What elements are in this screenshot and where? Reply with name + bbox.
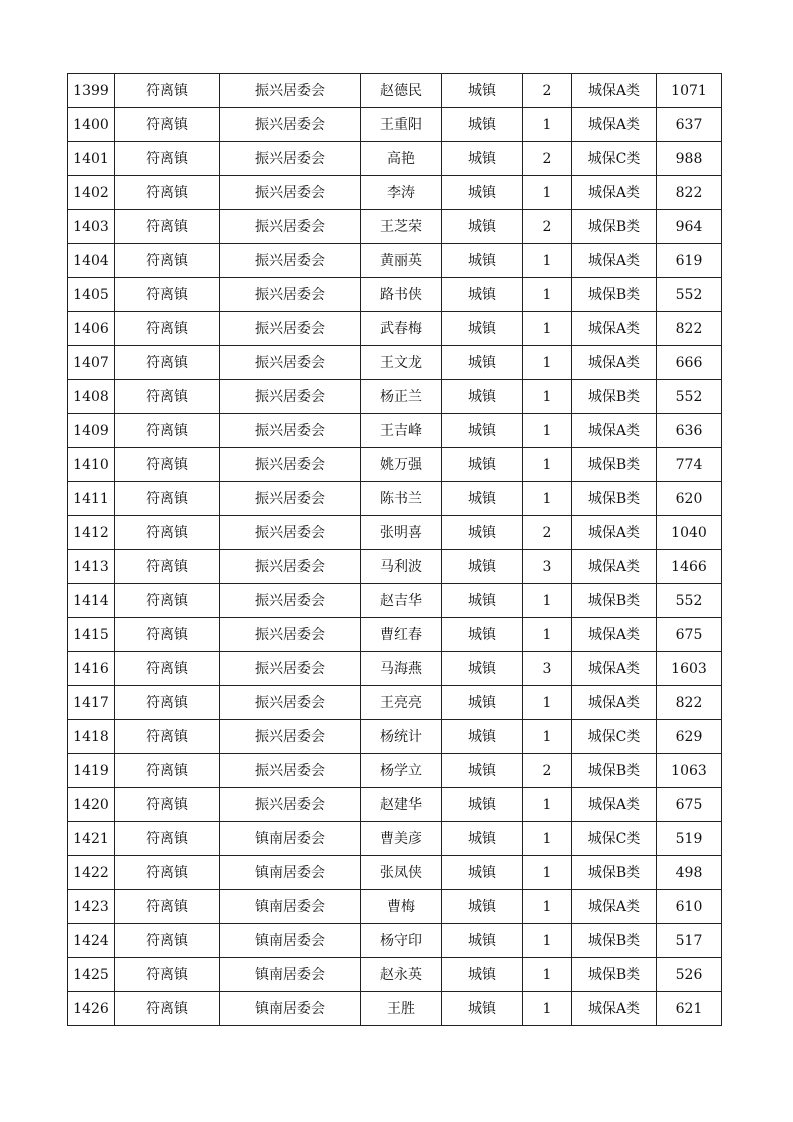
cell-community: 振兴居委会 bbox=[220, 380, 361, 414]
cell-town: 符离镇 bbox=[115, 346, 220, 380]
cell-amount: 666 bbox=[657, 346, 722, 380]
table-row bbox=[68, 176, 722, 210]
cell-count: 2 bbox=[523, 516, 572, 550]
table-row bbox=[68, 754, 722, 788]
cell-town: 符离镇 bbox=[115, 244, 220, 278]
cell-area: 城镇 bbox=[442, 584, 523, 618]
cell-no: 1420 bbox=[68, 788, 115, 822]
cell-area: 城镇 bbox=[442, 244, 523, 278]
table-row bbox=[68, 414, 722, 448]
cell-category: 城保C类 bbox=[572, 720, 657, 754]
cell-community: 振兴居委会 bbox=[220, 210, 361, 244]
cell-count: 1 bbox=[523, 584, 572, 618]
cell-no: 1400 bbox=[68, 108, 115, 142]
cell-town: 符离镇 bbox=[115, 924, 220, 958]
cell-community: 振兴居委会 bbox=[220, 550, 361, 584]
table-row bbox=[68, 788, 722, 822]
cell-name: 杨守印 bbox=[361, 924, 442, 958]
cell-name: 王文龙 bbox=[361, 346, 442, 380]
cell-count: 1 bbox=[523, 380, 572, 414]
cell-community: 振兴居委会 bbox=[220, 720, 361, 754]
table-row bbox=[68, 992, 722, 1026]
cell-no: 1417 bbox=[68, 686, 115, 720]
cell-community: 振兴居委会 bbox=[220, 176, 361, 210]
cell-no: 1421 bbox=[68, 822, 115, 856]
cell-area: 城镇 bbox=[442, 618, 523, 652]
table-row bbox=[68, 278, 722, 312]
cell-area: 城镇 bbox=[442, 890, 523, 924]
cell-count: 1 bbox=[523, 448, 572, 482]
cell-area: 城镇 bbox=[442, 482, 523, 516]
cell-area: 城镇 bbox=[442, 958, 523, 992]
cell-town: 符离镇 bbox=[115, 108, 220, 142]
cell-area: 城镇 bbox=[442, 754, 523, 788]
cell-no: 1408 bbox=[68, 380, 115, 414]
cell-name: 曹梅 bbox=[361, 890, 442, 924]
table-row bbox=[68, 958, 722, 992]
cell-community: 镇南居委会 bbox=[220, 958, 361, 992]
cell-area: 城镇 bbox=[442, 74, 523, 108]
cell-amount: 552 bbox=[657, 278, 722, 312]
cell-community: 振兴居委会 bbox=[220, 142, 361, 176]
cell-name: 杨学立 bbox=[361, 754, 442, 788]
cell-town: 符离镇 bbox=[115, 312, 220, 346]
table-row bbox=[68, 924, 722, 958]
cell-town: 符离镇 bbox=[115, 278, 220, 312]
cell-amount: 517 bbox=[657, 924, 722, 958]
cell-amount: 964 bbox=[657, 210, 722, 244]
cell-name: 姚万强 bbox=[361, 448, 442, 482]
cell-area: 城镇 bbox=[442, 992, 523, 1026]
cell-no: 1412 bbox=[68, 516, 115, 550]
cell-community: 振兴居委会 bbox=[220, 516, 361, 550]
cell-area: 城镇 bbox=[442, 380, 523, 414]
cell-town: 符离镇 bbox=[115, 788, 220, 822]
cell-no: 1415 bbox=[68, 618, 115, 652]
cell-area: 城镇 bbox=[442, 924, 523, 958]
cell-amount: 822 bbox=[657, 176, 722, 210]
cell-count: 1 bbox=[523, 720, 572, 754]
cell-name: 曹美彦 bbox=[361, 822, 442, 856]
cell-community: 振兴居委会 bbox=[220, 74, 361, 108]
cell-town: 符离镇 bbox=[115, 652, 220, 686]
cell-name: 王胜 bbox=[361, 992, 442, 1026]
cell-count: 1 bbox=[523, 788, 572, 822]
cell-town: 符离镇 bbox=[115, 958, 220, 992]
cell-name: 赵建华 bbox=[361, 788, 442, 822]
cell-town: 符离镇 bbox=[115, 584, 220, 618]
cell-category: 城保A类 bbox=[572, 74, 657, 108]
cell-amount: 1040 bbox=[657, 516, 722, 550]
cell-town: 符离镇 bbox=[115, 142, 220, 176]
cell-town: 符离镇 bbox=[115, 448, 220, 482]
cell-community: 振兴居委会 bbox=[220, 686, 361, 720]
cell-count: 1 bbox=[523, 890, 572, 924]
table-row bbox=[68, 516, 722, 550]
cell-no: 1419 bbox=[68, 754, 115, 788]
cell-name: 曹红春 bbox=[361, 618, 442, 652]
cell-name: 王重阳 bbox=[361, 108, 442, 142]
cell-category: 城保A类 bbox=[572, 618, 657, 652]
cell-area: 城镇 bbox=[442, 652, 523, 686]
cell-name: 杨统计 bbox=[361, 720, 442, 754]
cell-no: 1401 bbox=[68, 142, 115, 176]
cell-amount: 629 bbox=[657, 720, 722, 754]
cell-town: 符离镇 bbox=[115, 992, 220, 1026]
cell-amount: 498 bbox=[657, 856, 722, 890]
table-row bbox=[68, 550, 722, 584]
cell-community: 镇南居委会 bbox=[220, 992, 361, 1026]
cell-category: 城保A类 bbox=[572, 244, 657, 278]
cell-name: 杨正兰 bbox=[361, 380, 442, 414]
cell-community: 镇南居委会 bbox=[220, 890, 361, 924]
cell-amount: 675 bbox=[657, 618, 722, 652]
cell-community: 振兴居委会 bbox=[220, 414, 361, 448]
cell-amount: 552 bbox=[657, 380, 722, 414]
cell-area: 城镇 bbox=[442, 856, 523, 890]
table-row bbox=[68, 312, 722, 346]
cell-name: 王亮亮 bbox=[361, 686, 442, 720]
cell-count: 1 bbox=[523, 346, 572, 380]
cell-amount: 1071 bbox=[657, 74, 722, 108]
cell-area: 城镇 bbox=[442, 278, 523, 312]
cell-no: 1399 bbox=[68, 74, 115, 108]
cell-amount: 988 bbox=[657, 142, 722, 176]
cell-amount: 1466 bbox=[657, 550, 722, 584]
cell-category: 城保C类 bbox=[572, 142, 657, 176]
cell-category: 城保A类 bbox=[572, 890, 657, 924]
cell-name: 赵永英 bbox=[361, 958, 442, 992]
cell-name: 李涛 bbox=[361, 176, 442, 210]
cell-category: 城保B类 bbox=[572, 958, 657, 992]
cell-no: 1424 bbox=[68, 924, 115, 958]
cell-amount: 636 bbox=[657, 414, 722, 448]
cell-community: 振兴居委会 bbox=[220, 482, 361, 516]
table-row bbox=[68, 584, 722, 618]
cell-no: 1403 bbox=[68, 210, 115, 244]
assistance-table bbox=[67, 73, 722, 1026]
table-row bbox=[68, 210, 722, 244]
cell-count: 1 bbox=[523, 414, 572, 448]
table-row bbox=[68, 686, 722, 720]
cell-no: 1410 bbox=[68, 448, 115, 482]
cell-area: 城镇 bbox=[442, 176, 523, 210]
cell-amount: 774 bbox=[657, 448, 722, 482]
cell-area: 城镇 bbox=[442, 142, 523, 176]
cell-category: 城保A类 bbox=[572, 312, 657, 346]
table-row bbox=[68, 142, 722, 176]
cell-no: 1414 bbox=[68, 584, 115, 618]
cell-amount: 1603 bbox=[657, 652, 722, 686]
table-row bbox=[68, 380, 722, 414]
cell-no: 1407 bbox=[68, 346, 115, 380]
cell-town: 符离镇 bbox=[115, 720, 220, 754]
cell-amount: 619 bbox=[657, 244, 722, 278]
cell-count: 1 bbox=[523, 924, 572, 958]
cell-area: 城镇 bbox=[442, 414, 523, 448]
cell-area: 城镇 bbox=[442, 788, 523, 822]
cell-category: 城保A类 bbox=[572, 414, 657, 448]
cell-count: 1 bbox=[523, 958, 572, 992]
cell-category: 城保A类 bbox=[572, 652, 657, 686]
cell-town: 符离镇 bbox=[115, 890, 220, 924]
cell-category: 城保A类 bbox=[572, 550, 657, 584]
cell-count: 1 bbox=[523, 822, 572, 856]
cell-community: 振兴居委会 bbox=[220, 652, 361, 686]
table-row bbox=[68, 482, 722, 516]
cell-amount: 637 bbox=[657, 108, 722, 142]
cell-name: 武春梅 bbox=[361, 312, 442, 346]
table-row bbox=[68, 856, 722, 890]
cell-area: 城镇 bbox=[442, 686, 523, 720]
cell-name: 赵吉华 bbox=[361, 584, 442, 618]
cell-category: 城保B类 bbox=[572, 210, 657, 244]
cell-town: 符离镇 bbox=[115, 176, 220, 210]
cell-area: 城镇 bbox=[442, 822, 523, 856]
cell-community: 振兴居委会 bbox=[220, 448, 361, 482]
cell-community: 振兴居委会 bbox=[220, 618, 361, 652]
cell-town: 符离镇 bbox=[115, 618, 220, 652]
cell-area: 城镇 bbox=[442, 108, 523, 142]
cell-no: 1413 bbox=[68, 550, 115, 584]
cell-category: 城保B类 bbox=[572, 482, 657, 516]
cell-town: 符离镇 bbox=[115, 414, 220, 448]
cell-town: 符离镇 bbox=[115, 516, 220, 550]
cell-town: 符离镇 bbox=[115, 754, 220, 788]
table-row bbox=[68, 346, 722, 380]
cell-amount: 822 bbox=[657, 312, 722, 346]
cell-name: 马利波 bbox=[361, 550, 442, 584]
cell-count: 2 bbox=[523, 210, 572, 244]
cell-no: 1425 bbox=[68, 958, 115, 992]
cell-town: 符离镇 bbox=[115, 856, 220, 890]
cell-town: 符离镇 bbox=[115, 686, 220, 720]
table-row bbox=[68, 652, 722, 686]
cell-category: 城保C类 bbox=[572, 822, 657, 856]
table-row bbox=[68, 244, 722, 278]
cell-count: 1 bbox=[523, 176, 572, 210]
cell-count: 1 bbox=[523, 482, 572, 516]
cell-no: 1418 bbox=[68, 720, 115, 754]
cell-area: 城镇 bbox=[442, 720, 523, 754]
cell-area: 城镇 bbox=[442, 346, 523, 380]
cell-amount: 552 bbox=[657, 584, 722, 618]
cell-community: 振兴居委会 bbox=[220, 108, 361, 142]
cell-count: 1 bbox=[523, 278, 572, 312]
cell-count: 1 bbox=[523, 244, 572, 278]
cell-category: 城保B类 bbox=[572, 278, 657, 312]
cell-name: 张凤侠 bbox=[361, 856, 442, 890]
cell-name: 张明喜 bbox=[361, 516, 442, 550]
cell-count: 3 bbox=[523, 652, 572, 686]
cell-area: 城镇 bbox=[442, 210, 523, 244]
cell-community: 振兴居委会 bbox=[220, 312, 361, 346]
cell-no: 1423 bbox=[68, 890, 115, 924]
cell-amount: 620 bbox=[657, 482, 722, 516]
cell-category: 城保B类 bbox=[572, 924, 657, 958]
table-row bbox=[68, 448, 722, 482]
cell-category: 城保B类 bbox=[572, 754, 657, 788]
cell-amount: 675 bbox=[657, 788, 722, 822]
cell-count: 3 bbox=[523, 550, 572, 584]
cell-no: 1411 bbox=[68, 482, 115, 516]
cell-area: 城镇 bbox=[442, 550, 523, 584]
cell-category: 城保A类 bbox=[572, 108, 657, 142]
cell-category: 城保B类 bbox=[572, 448, 657, 482]
cell-category: 城保A类 bbox=[572, 788, 657, 822]
cell-community: 振兴居委会 bbox=[220, 788, 361, 822]
cell-category: 城保B类 bbox=[572, 856, 657, 890]
cell-community: 振兴居委会 bbox=[220, 346, 361, 380]
cell-count: 1 bbox=[523, 856, 572, 890]
cell-name: 王吉峰 bbox=[361, 414, 442, 448]
cell-count: 1 bbox=[523, 686, 572, 720]
cell-no: 1406 bbox=[68, 312, 115, 346]
cell-amount: 526 bbox=[657, 958, 722, 992]
cell-town: 符离镇 bbox=[115, 210, 220, 244]
cell-name: 王芝荣 bbox=[361, 210, 442, 244]
table-row bbox=[68, 890, 722, 924]
table-row bbox=[68, 822, 722, 856]
cell-community: 振兴居委会 bbox=[220, 244, 361, 278]
cell-count: 2 bbox=[523, 74, 572, 108]
cell-town: 符离镇 bbox=[115, 550, 220, 584]
cell-count: 1 bbox=[523, 618, 572, 652]
cell-name: 黄丽英 bbox=[361, 244, 442, 278]
cell-name: 马海燕 bbox=[361, 652, 442, 686]
table-row bbox=[68, 720, 722, 754]
cell-amount: 1063 bbox=[657, 754, 722, 788]
cell-community: 振兴居委会 bbox=[220, 584, 361, 618]
cell-no: 1405 bbox=[68, 278, 115, 312]
table-row bbox=[68, 74, 722, 108]
cell-area: 城镇 bbox=[442, 448, 523, 482]
cell-name: 路书侠 bbox=[361, 278, 442, 312]
cell-community: 镇南居委会 bbox=[220, 856, 361, 890]
cell-area: 城镇 bbox=[442, 312, 523, 346]
cell-no: 1409 bbox=[68, 414, 115, 448]
cell-community: 振兴居委会 bbox=[220, 278, 361, 312]
cell-category: 城保B类 bbox=[572, 380, 657, 414]
cell-community: 镇南居委会 bbox=[220, 822, 361, 856]
cell-amount: 621 bbox=[657, 992, 722, 1026]
cell-category: 城保A类 bbox=[572, 516, 657, 550]
cell-town: 符离镇 bbox=[115, 482, 220, 516]
cell-name: 赵德民 bbox=[361, 74, 442, 108]
cell-category: 城保A类 bbox=[572, 992, 657, 1026]
cell-community: 镇南居委会 bbox=[220, 924, 361, 958]
cell-community: 振兴居委会 bbox=[220, 754, 361, 788]
cell-amount: 519 bbox=[657, 822, 722, 856]
cell-count: 1 bbox=[523, 992, 572, 1026]
cell-town: 符离镇 bbox=[115, 74, 220, 108]
cell-category: 城保A类 bbox=[572, 176, 657, 210]
cell-count: 1 bbox=[523, 312, 572, 346]
cell-category: 城保B类 bbox=[572, 584, 657, 618]
cell-area: 城镇 bbox=[442, 516, 523, 550]
cell-count: 2 bbox=[523, 754, 572, 788]
cell-count: 1 bbox=[523, 108, 572, 142]
cell-town: 符离镇 bbox=[115, 380, 220, 414]
cell-no: 1426 bbox=[68, 992, 115, 1026]
cell-no: 1422 bbox=[68, 856, 115, 890]
cell-amount: 822 bbox=[657, 686, 722, 720]
table-body bbox=[68, 74, 722, 1026]
table-row bbox=[68, 108, 722, 142]
table-row bbox=[68, 618, 722, 652]
cell-town: 符离镇 bbox=[115, 822, 220, 856]
cell-category: 城保A类 bbox=[572, 346, 657, 380]
cell-count: 2 bbox=[523, 142, 572, 176]
cell-amount: 610 bbox=[657, 890, 722, 924]
cell-category: 城保A类 bbox=[572, 686, 657, 720]
cell-no: 1404 bbox=[68, 244, 115, 278]
cell-no: 1416 bbox=[68, 652, 115, 686]
cell-name: 陈书兰 bbox=[361, 482, 442, 516]
cell-no: 1402 bbox=[68, 176, 115, 210]
cell-name: 高艳 bbox=[361, 142, 442, 176]
